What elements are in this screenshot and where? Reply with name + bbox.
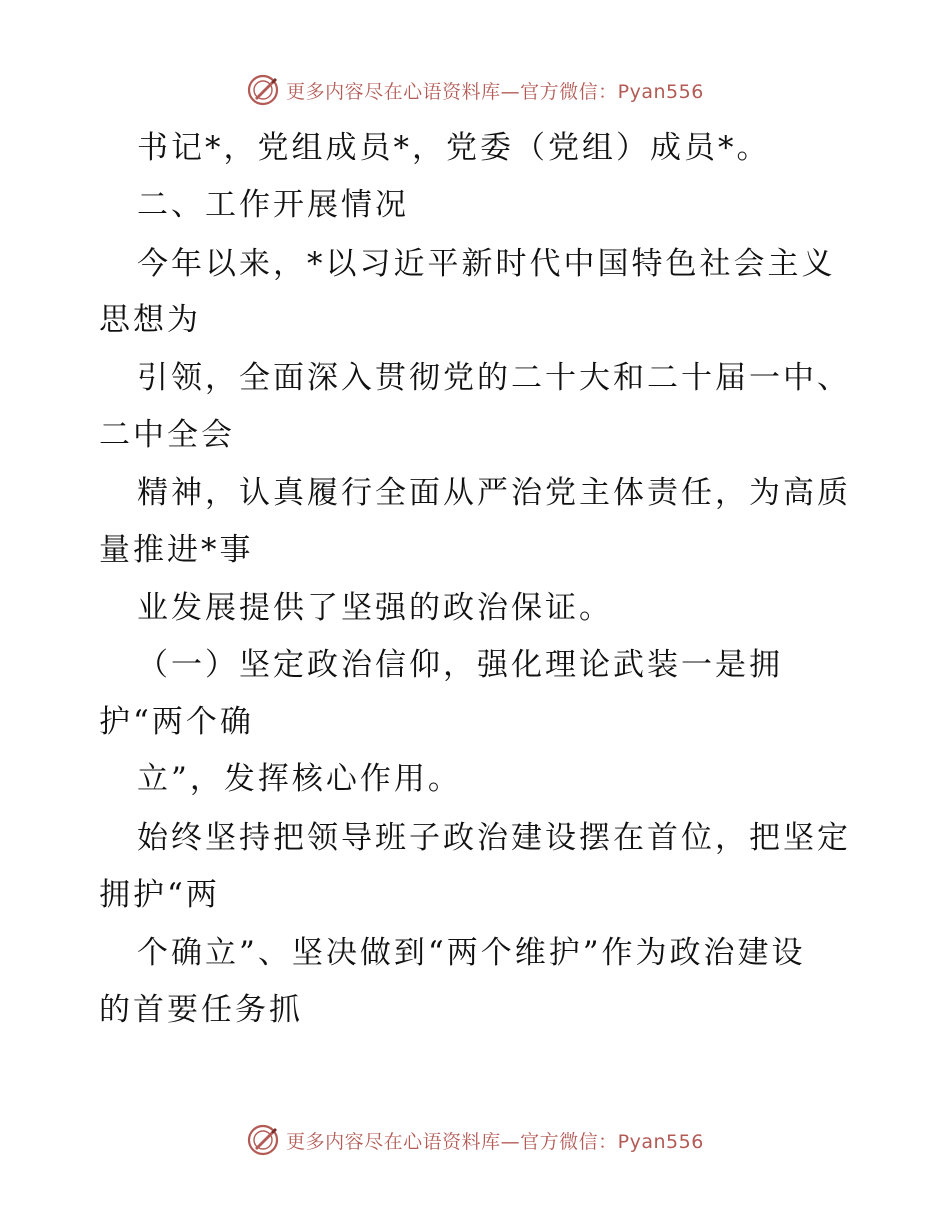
text-line: 业发展提供了坚强的政治保证。	[137, 590, 613, 626]
text-line: 个确立”、坚决做到“两个维护”作为政治建设	[137, 935, 806, 971]
text-line: 引领，全面深入贯彻党的二十大和二十届一中、	[137, 360, 851, 396]
footer-watermark	[0, 1120, 950, 1160]
watermark-text: 更多内容尽在心语资料库—官方微信：Pyan556	[286, 1130, 704, 1153]
text-line: 始终坚持把领导班子政治建设摆在首位，把坚定	[137, 820, 851, 856]
text-line: 的首要任务抓	[99, 992, 303, 1028]
watermark-text: 更多内容尽在心语资料库—官方微信：Pyan556	[286, 80, 704, 103]
text-line: 思想为	[99, 302, 201, 338]
text-line: 立”，发挥核心作用。	[137, 761, 462, 797]
text-line: 量推进*事	[99, 532, 254, 568]
text-line: 今年以来，*以习近平新时代中国特色社会主义	[137, 246, 836, 282]
text-line: 拥护“两	[99, 877, 220, 913]
pen-seal-icon	[246, 1123, 280, 1157]
text-line: 精神，认真履行全面从严治党主体责任，为高质	[137, 475, 851, 511]
text-line: （一）坚定政治信仰，强化理论武装一是拥	[137, 647, 783, 683]
text-line: 二、工作开展情况	[137, 187, 409, 223]
text-line: 书记*，党组成员*，党委（党组）成员*。	[137, 130, 771, 166]
pen-seal-icon	[246, 73, 280, 107]
text-line: 二中全会	[99, 417, 235, 453]
text-line: 护“两个确	[99, 704, 254, 740]
header-watermark	[0, 70, 950, 110]
